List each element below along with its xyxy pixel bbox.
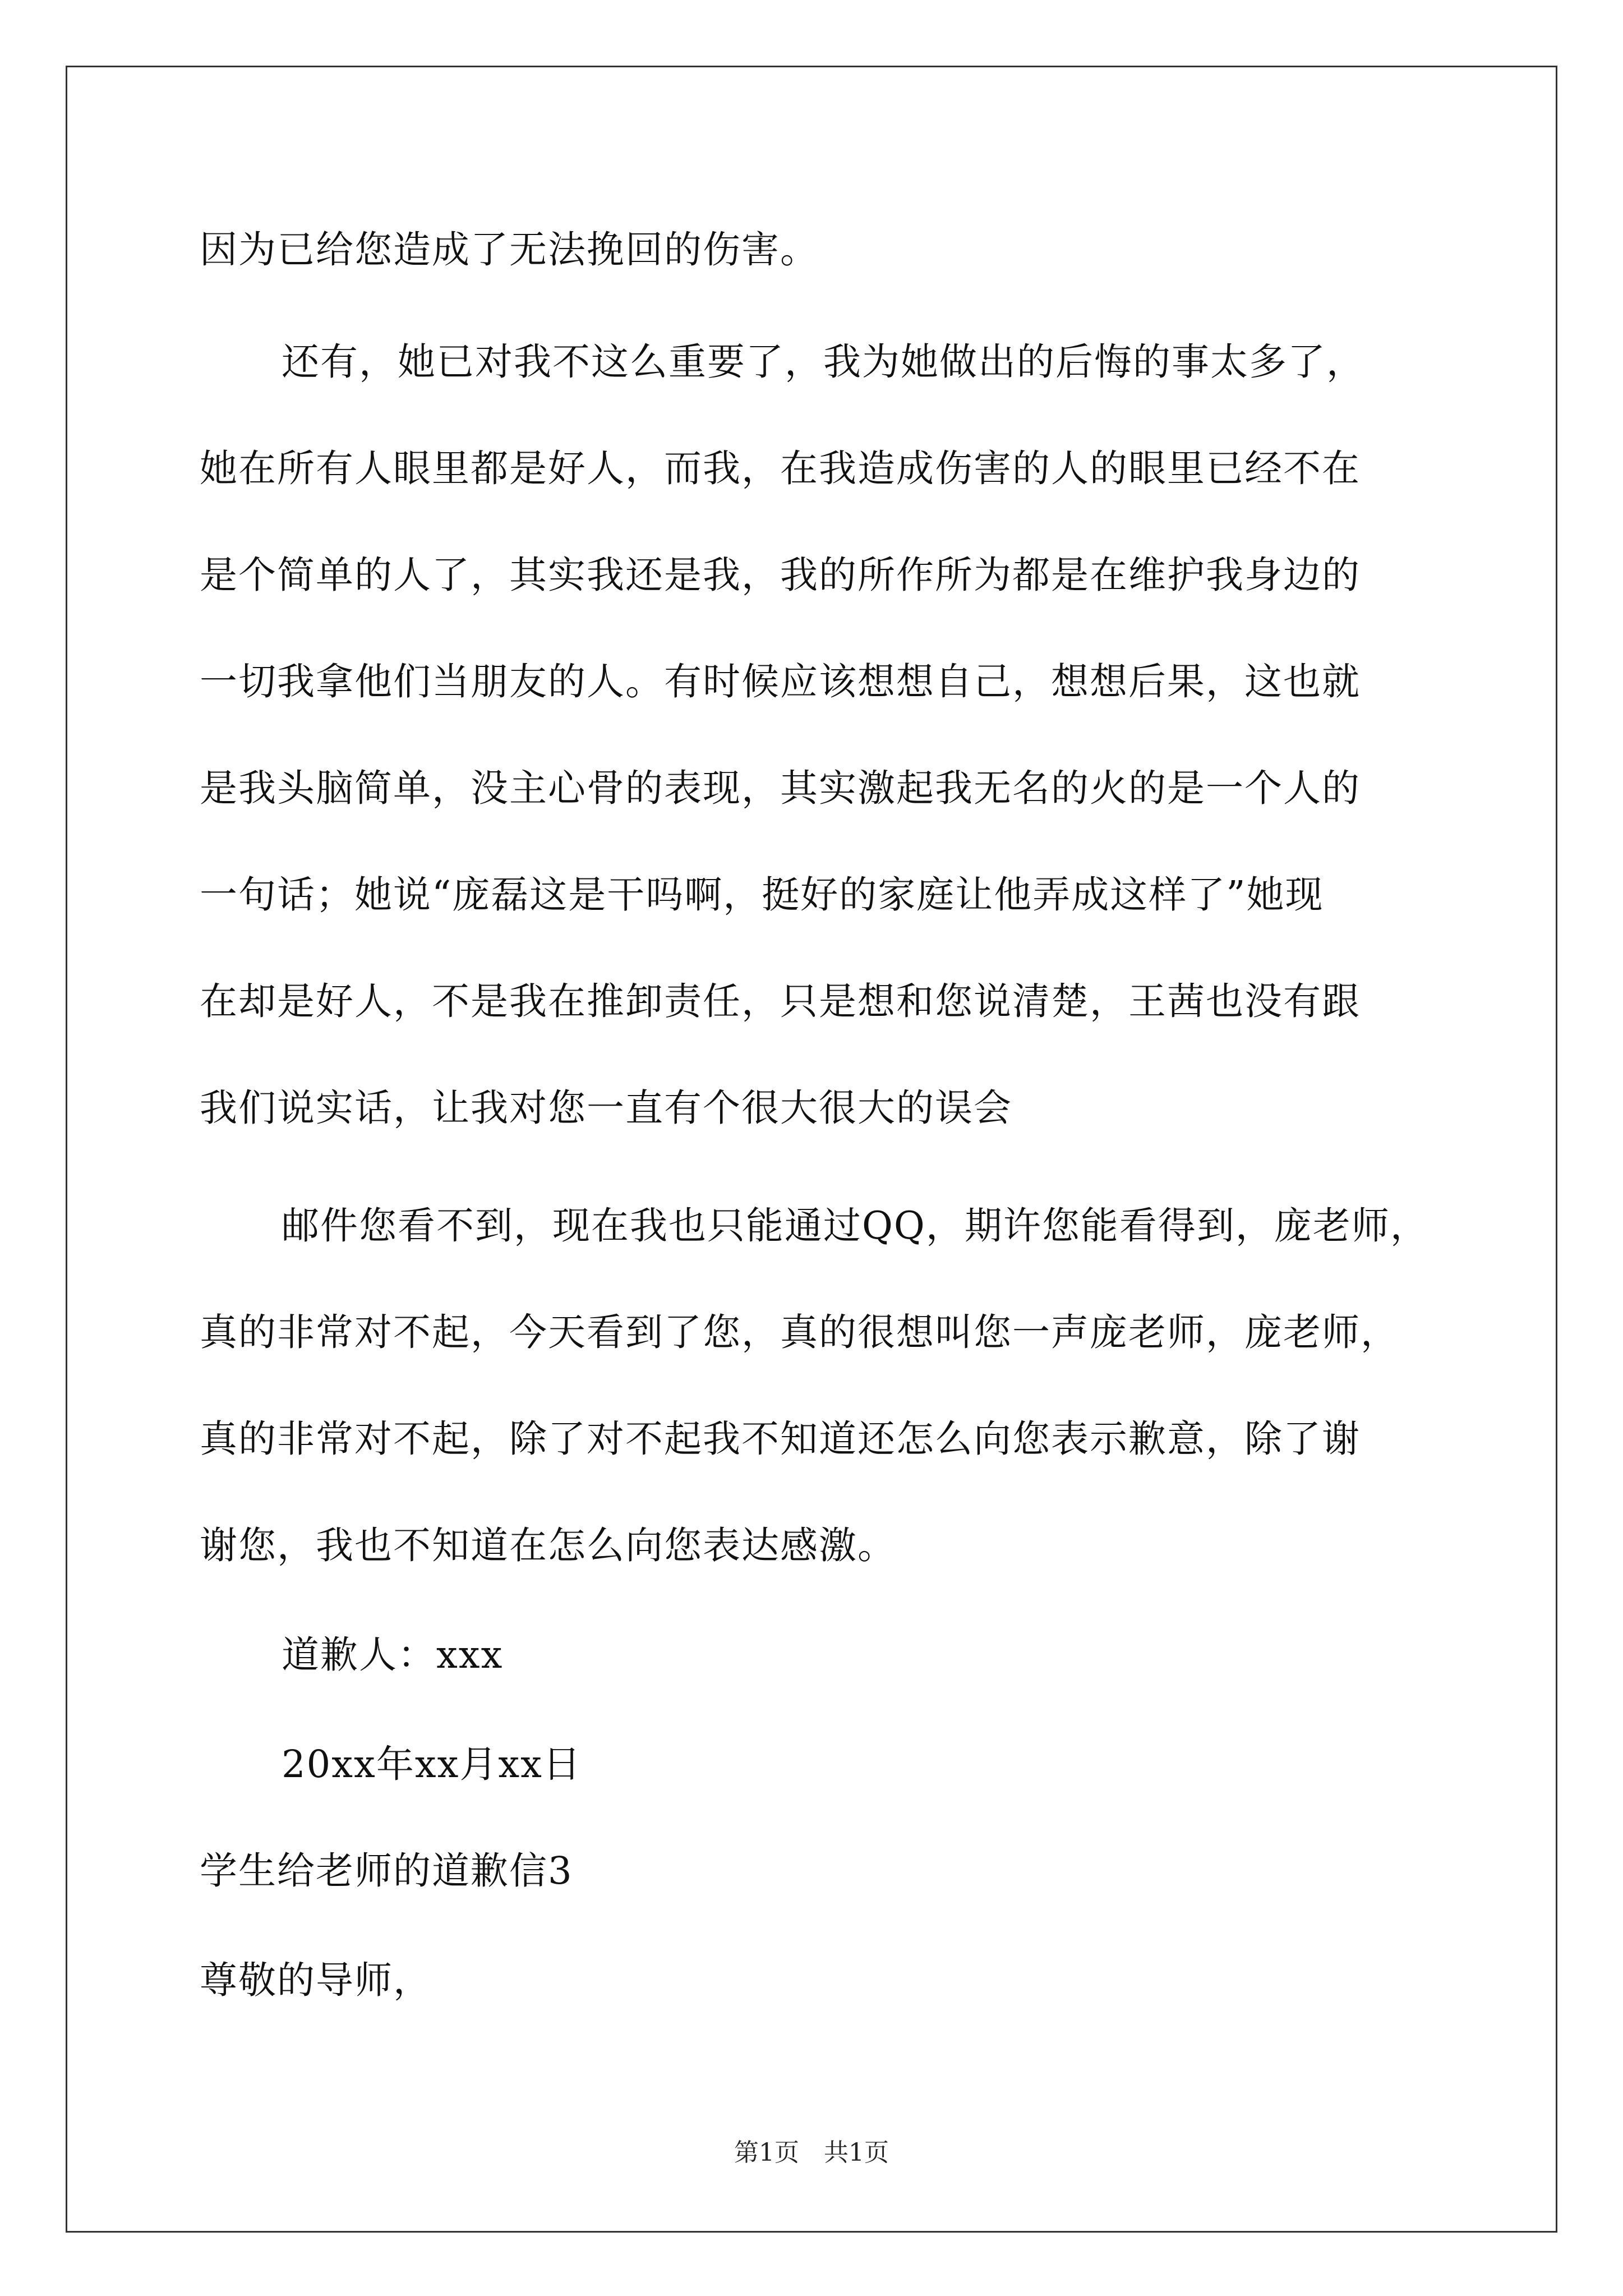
section-heading: 学生给老师的道歉信3	[200, 1849, 573, 1893]
text-line: 是个简单的人了，其实我还是我，我的所作所为都是在维护我身边的	[200, 553, 1361, 597]
date-line: 20xx年xx月xx日	[282, 1742, 582, 1786]
salutation-line: 尊敬的导师，	[200, 1958, 432, 2002]
text-line: 还有，她已对我不这么重要了，我为她做出的后悔的事太多了，	[282, 340, 1365, 384]
text-line: 邮件您看不到，现在我也只能通过QQ，期许您能看得到，庞老师，	[282, 1204, 1429, 1248]
text-line: 真的非常对不起，今天看到了您，真的很想叫您一声庞老师，庞老师，	[200, 1310, 1399, 1354]
text-line: 谢您，我也不知道在怎么向您表达感激。	[200, 1524, 896, 1567]
text-line: 我们说实话，让我对您一直有个很大很大的误会	[200, 1086, 1012, 1130]
text-line: 她在所有人眼里都是好人，而我，在我造成伤害的人的眼里已经不在	[200, 447, 1361, 490]
page-footer: 第1页 共1页	[734, 2138, 889, 2167]
signature-line: 道歉人：xxx	[282, 1633, 504, 1677]
text-line: 真的非常对不起，除了对不起我不知道还怎么向您表示歉意，除了谢	[200, 1417, 1361, 1461]
text-line: 在却是好人，不是我在推卸责任，只是想和您说清楚，王茜也没有跟	[200, 979, 1361, 1023]
text-line: 一句话；她说“庞磊这是干吗啊，挺好的家庭让他弄成这样了”她现	[200, 873, 1324, 917]
text-line: 一切我拿他们当朋友的人。有时候应该想想自己，想想后果，这也就	[200, 660, 1361, 703]
text-line: 是我头脑简单，没主心骨的表现，其实激起我无名的火的是一个人的	[200, 766, 1361, 810]
page-border	[66, 66, 1557, 2233]
text-line: 因为已给您造成了无法挽回的伤害。	[200, 228, 819, 272]
